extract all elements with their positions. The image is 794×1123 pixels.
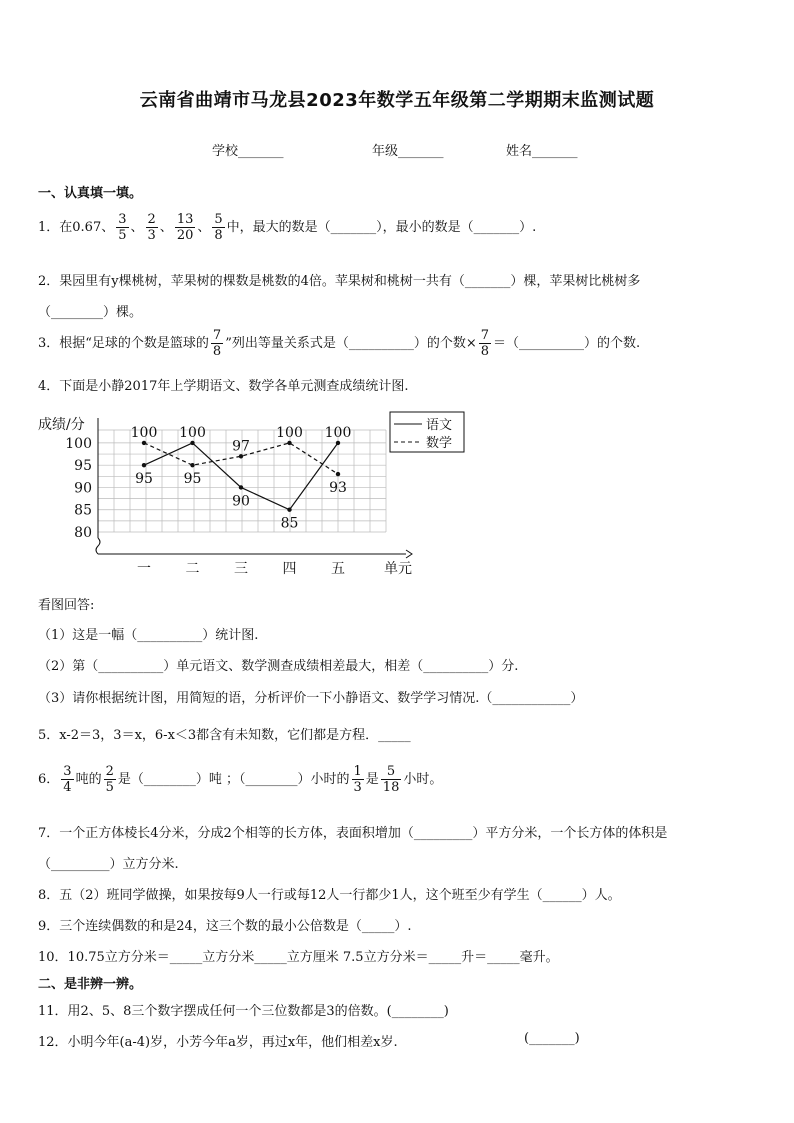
series-2-point [142,441,146,445]
series-2-point [190,463,194,467]
data-label: 97 [232,438,250,455]
data-label: 95 [183,471,202,488]
q6-fraction-3: $\frac{1}{3}$ [353,764,362,795]
x-tick-label: 四 [282,561,297,577]
question-7-line-1: 7．一个正方体棱长4分米，分成2个相等的长方体，表面积增加（_________）平方分米，一个长方体的体积是 [38,826,668,841]
y-tick-label: 85 [74,502,92,519]
data-label: 100 [130,424,158,441]
section-heading-2: 二、是非辨一辨。 [38,977,143,992]
y-axis-label: 成绩/分 [38,417,85,433]
axis-break-mark [96,538,100,554]
question-6: 6． $\frac{3}{4}$ 吨的 $\frac{2}{5}$ 是（________）吨 ；（________）小时的 $\frac{1}{3}$ 是 $\frac{5}{18}$ 小时。 [38,764,443,795]
question-2-line-2: （________）棵。 [38,305,143,320]
data-label: 90 [232,493,250,510]
grade-field[interactable]: 年级_______ [372,144,444,159]
series-1-point [142,463,146,467]
q1-fraction-3: $\frac{13}{20}$ [176,212,194,243]
q1-fraction-1: $\frac{3}{5}$ [118,212,127,243]
chart-series [131,425,352,532]
y-tick-label: 100 [65,435,92,452]
q1-prefix: 1．在0.67、 [38,220,115,235]
name-field[interactable]: 姓名_______ [506,144,578,159]
x-tick-label: 二 [185,561,200,577]
x-axis-label: 单元 [384,561,412,577]
q1-suffix: 中，最大的数是（_______），最小的数是（_______）. [226,220,537,235]
data-label: 93 [329,480,347,497]
look-chart-answer: 看图回答: [38,598,95,613]
q1-fraction-4: $\frac{5}{8}$ [214,212,223,243]
x-tick-label: 三 [234,561,248,577]
question-9: 9．三个连续偶数的和是24，这三个数的最小公倍数是（_____）. [38,919,412,934]
series-2-point [239,454,243,458]
question-8: 8．五（2）班同学做操，如果按每9人一行或每12人一行都少1人，这个班至少有学生（______）人。 [38,888,621,903]
q6-fraction-1: $\frac{3}{4}$ [63,764,72,795]
x-tick-labels [137,561,345,577]
q3-fraction-2: $\frac{7}{8}$ [480,328,490,359]
school-field[interactable]: 学校_______ [212,144,284,159]
series-1-point [239,485,243,489]
q3-fraction-1: $\frac{7}{8}$ [212,328,222,359]
x-axis-arrow [406,550,412,558]
question-12: 12．小明今年(a-4)岁，小芳今年a岁，再过x年，他们相差x岁. [38,1035,398,1050]
question-10: 10．10.75立方分米＝_____立方分米_____立方厘米 7.5立方分米＝_____升＝_____毫升。 [38,950,559,965]
question-12-answer-blank[interactable]: (_______) [524,1031,580,1046]
q1-fraction-2: $\frac{2}{3}$ [147,212,156,243]
chart-legend [390,412,464,452]
y-tick-label: 80 [74,525,92,541]
legend-label: 数学 [426,436,453,451]
score-line-chart [34,404,453,586]
series-2-point [336,472,340,476]
q6-fraction-2: $\frac{2}{5}$ [105,764,114,795]
page-title: 云南省曲靖市马龙县2023年数学五年级第二学期期末监测试题 [139,90,655,111]
section-heading-1: 一、认真填一填。 [38,186,143,201]
data-label: 100 [179,424,206,441]
data-label: 100 [324,424,352,441]
question-1: 1．在0.67、 $\frac{3}{5}$ 、 $\frac{2}{3}$ 、 $\frac{13}{20}$ 、 $\frac{5}{8}$ 中，最大的数是（_______），最小的数是（_______）. [38,212,537,243]
q6-fraction-4: $\frac{5}{18}$ [382,764,400,795]
x-tick-label: 一 [137,561,151,577]
y-tick-label: 90 [74,480,92,497]
series-1-point [336,441,340,445]
question-4: 4．下面是小静2017年上学期语文、数学各单元测查成绩统计图. [38,379,409,394]
legend-label: 语文 [426,418,453,433]
series-1-point [190,441,194,445]
question-3: 3．根据“足球的个数是篮球的 $\frac{7}{8}$ ”列出等量关系式是（__________）的个数× $\frac{7}{8}$ ＝（__________）的个数. [38,328,641,359]
series-1-point [287,508,291,512]
data-label: 100 [276,424,303,441]
question-2-line-1: 2．果园里有y棵桃树，苹果树的棵数是桃数的4倍。苹果树和桃树一共有（_______）棵，苹果树比桃树多 [38,274,641,289]
question-5: 5．x-2＝3，3＝x，6-x＜3都含有未知数，它们都是方程．_____ [38,728,411,743]
question-4-sub-3: （3）请你根据统计图，用简短的语，分析评价一下小静语文、数学学习情况.（____________） [38,691,584,706]
y-tick-label: 95 [74,458,92,475]
question-7-line-2: （_________）立方分米. [38,857,179,872]
data-label: 85 [280,515,299,532]
question-4-sub-1: （1）这是一幅（__________）统计图. [38,628,259,643]
y-tick-labels [65,436,92,541]
question-4-sub-2: （2）第（__________）单元语文、数学测查成绩相差最大，相差（__________）分. [38,659,519,674]
series-2-point [287,441,291,445]
x-tick-label: 五 [331,561,345,577]
data-label: 95 [135,471,153,488]
question-11: 11．用2、5、8三个数字摆成任何一个三位数都是3的倍数。(________) [38,1004,449,1019]
